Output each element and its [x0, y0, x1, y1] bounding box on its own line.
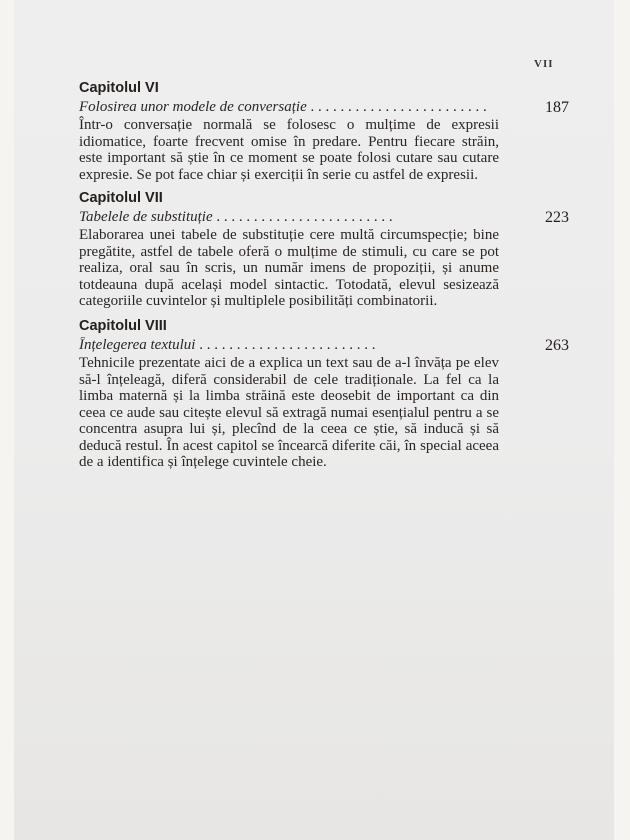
- chapter-title: Înțelegerea textului . . .: [79, 337, 504, 354]
- chapter-heading: Capitolul VIII: [79, 318, 167, 334]
- book-page: [14, 0, 614, 840]
- chapter-summary: Tehnicile prezentate aici de a explica un text sau de a-l învăța pe elev să-l înțeleagă, diferă considerabil de cele tradiționale. La fel ca la limba maternă și la limba străină este deosebit de important ca din ceea ce aude sau citește elevul să extragă numai esențialul pentru a se concentra asupra lui și, plecînd de la ceea ce știe, să inducă și să deducă restul. În acest capitol se încearcă diferite căi, în special aceea de a identifica și înțelege cuvintele cheie.: [79, 355, 499, 470]
- chapter-title: Folosirea unor modele de conversație . . .: [79, 99, 504, 116]
- chapter-heading: Capitolul VII: [79, 190, 163, 206]
- toc-entry-row: [79, 337, 569, 355]
- chapter-7-entry: [79, 190, 569, 310]
- page-number: 187: [545, 99, 569, 116]
- chapter-6-entry: [79, 80, 569, 183]
- page-number: 263: [545, 337, 569, 354]
- running-head: VII: [534, 58, 554, 70]
- chapter-heading: Capitolul VI: [79, 80, 159, 96]
- toc-entry-row: [79, 99, 569, 117]
- chapter-summary: Într-o conversație normală se folosesc o mulțime de expresii idiomatice, foarte frecvent omise în predare. Pentru fiecare străin, este important să știe în ce moment se poate folosi cutare sau cutare expresie. Se pot face chiar și exerciții în serie cu astfel de expresii.: [79, 117, 499, 183]
- page-number: 223: [545, 209, 569, 226]
- chapter-8-entry: [79, 318, 569, 471]
- toc-entry-row: [79, 209, 569, 227]
- chapter-summary: Elaborarea unei tabele de substituție cere multă circumspecție; bine pregătite, astfel de tabele oferă o mulțime de stimuli, cu care se pot realiza, oral sau în scris, un număr imens de propoziții, și anume totdeauna după același model sintactic. Totodată, elevul sesizează categoriile cuvintelor și multiplele posibilități combinatorii.: [79, 227, 499, 309]
- chapter-title: Tabelele de substituție . . .: [79, 209, 504, 226]
